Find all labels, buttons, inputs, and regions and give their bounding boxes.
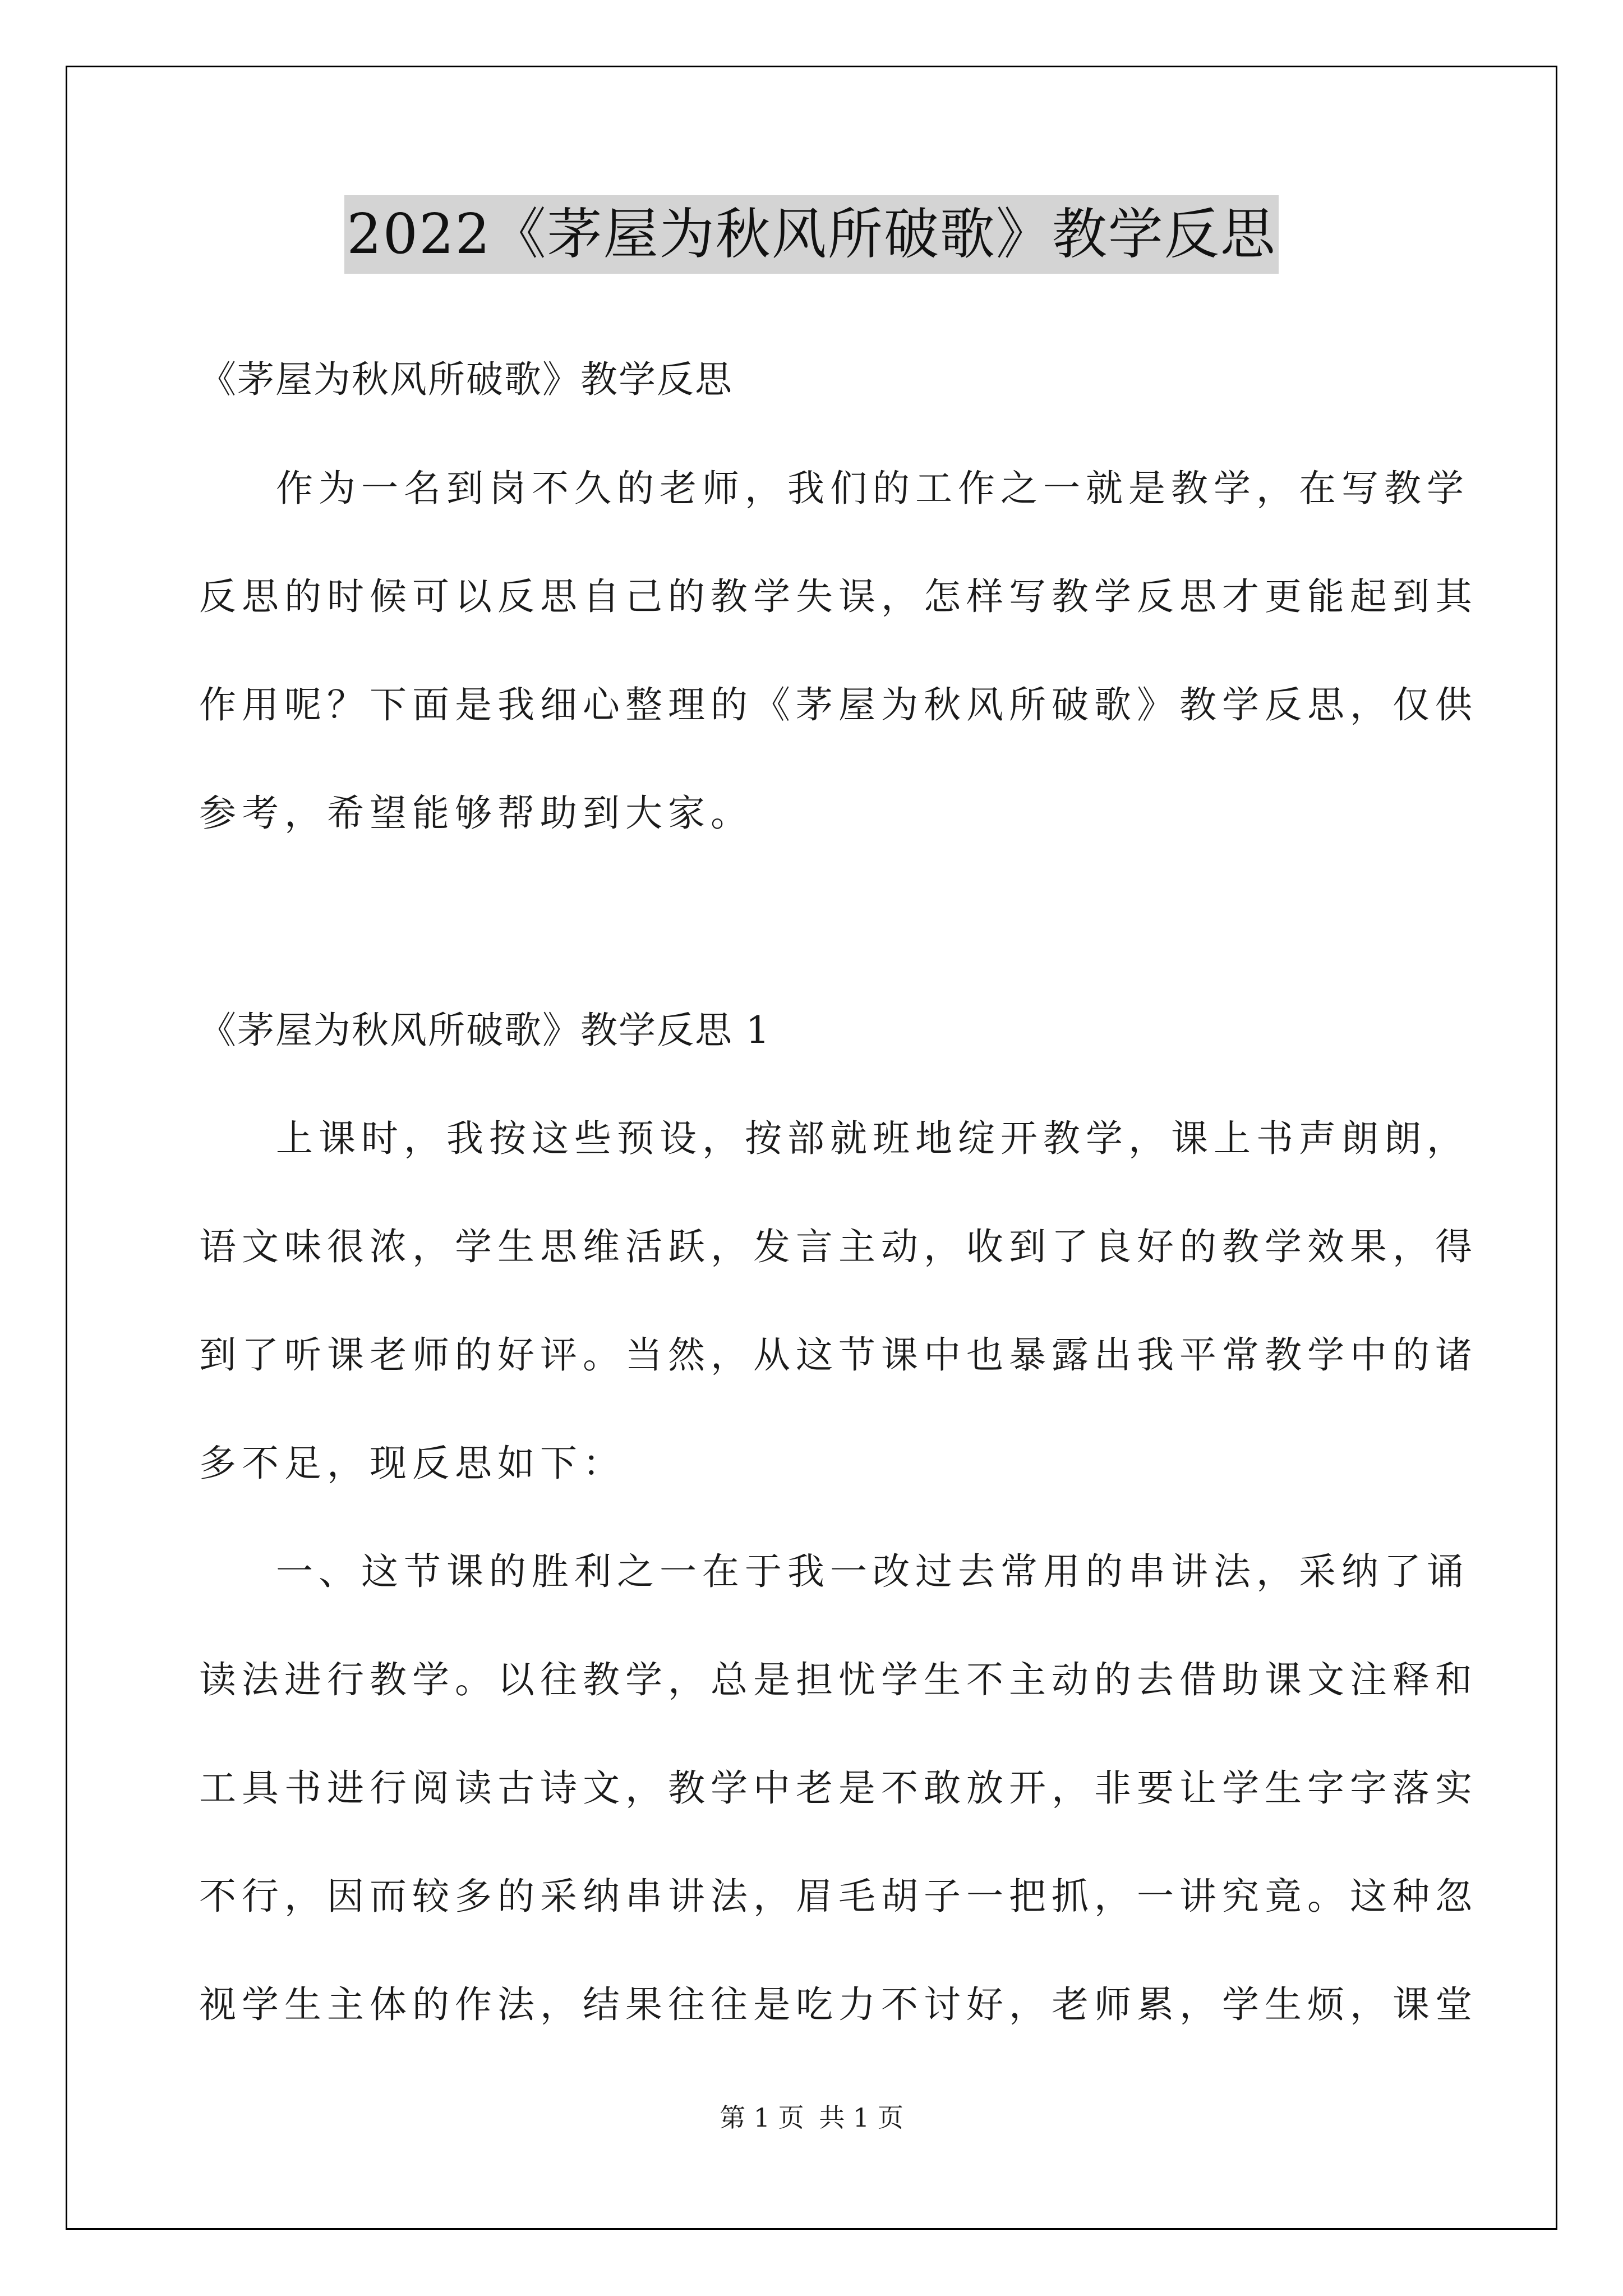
paragraph-line: 多不足，现反思如下： <box>199 1442 625 1485</box>
intro-line: 作为一名到岗不久的老师，我们的工作之一就是教学，在写教学 <box>276 467 1469 510</box>
paragraph-line: 上课时，我按这些预设，按部就班地绽开教学，课上书声朗朗， <box>276 1117 1469 1160</box>
section-heading: 《茅屋为秋风所破歌》教学反思 1 <box>199 1009 771 1052</box>
page-number: 第 1 页 <box>720 2102 804 2133</box>
paragraph-line: 到了听课老师的好评。当然，从这节课中也暴露出我平常教学中的诸 <box>199 1333 1478 1377</box>
intro-line: 作用呢？下面是我细心整理的《茅屋为秋风所破歌》教学反思，仅供 <box>199 683 1478 726</box>
page-total: 共 1 页 <box>819 2102 903 2133</box>
intro-line: 参考，希望能够帮助到大家。 <box>199 792 753 835</box>
paragraph-line: 一、这节课的胜利之一在于我一改过去常用的串讲法，采纳了诵 <box>276 1550 1469 1593</box>
page-footer <box>0 2101 1623 2134</box>
document-title: 2022《茅屋为秋风所破歌》教学反思 <box>344 195 1278 274</box>
title-container <box>0 195 1623 274</box>
intro-line: 反思的时候可以反思自己的教学失误，怎样写教学反思才更能起到其 <box>199 575 1478 618</box>
paragraph-line: 语文味很浓，学生思维活跃，发言主动，收到了良好的教学效果，得 <box>199 1225 1478 1268</box>
paragraph-line: 工具书进行阅读古诗文，教学中老是不敢放开，非要让学生字字落实 <box>199 1766 1478 1810</box>
paragraph-line: 读法进行教学。以往教学，总是担忧学生不主动的去借助课文注释和 <box>199 1658 1478 1701</box>
paragraph-line: 视学生主体的作法，结果往往是吃力不讨好，老师累，学生烦，课堂 <box>199 1983 1478 2026</box>
intro-heading: 《茅屋为秋风所破歌》教学反思 <box>199 358 733 401</box>
paragraph-line: 不行，因而较多的采纳串讲法，眉毛胡子一把抓，一讲究竟。这种忽 <box>199 1875 1478 1918</box>
